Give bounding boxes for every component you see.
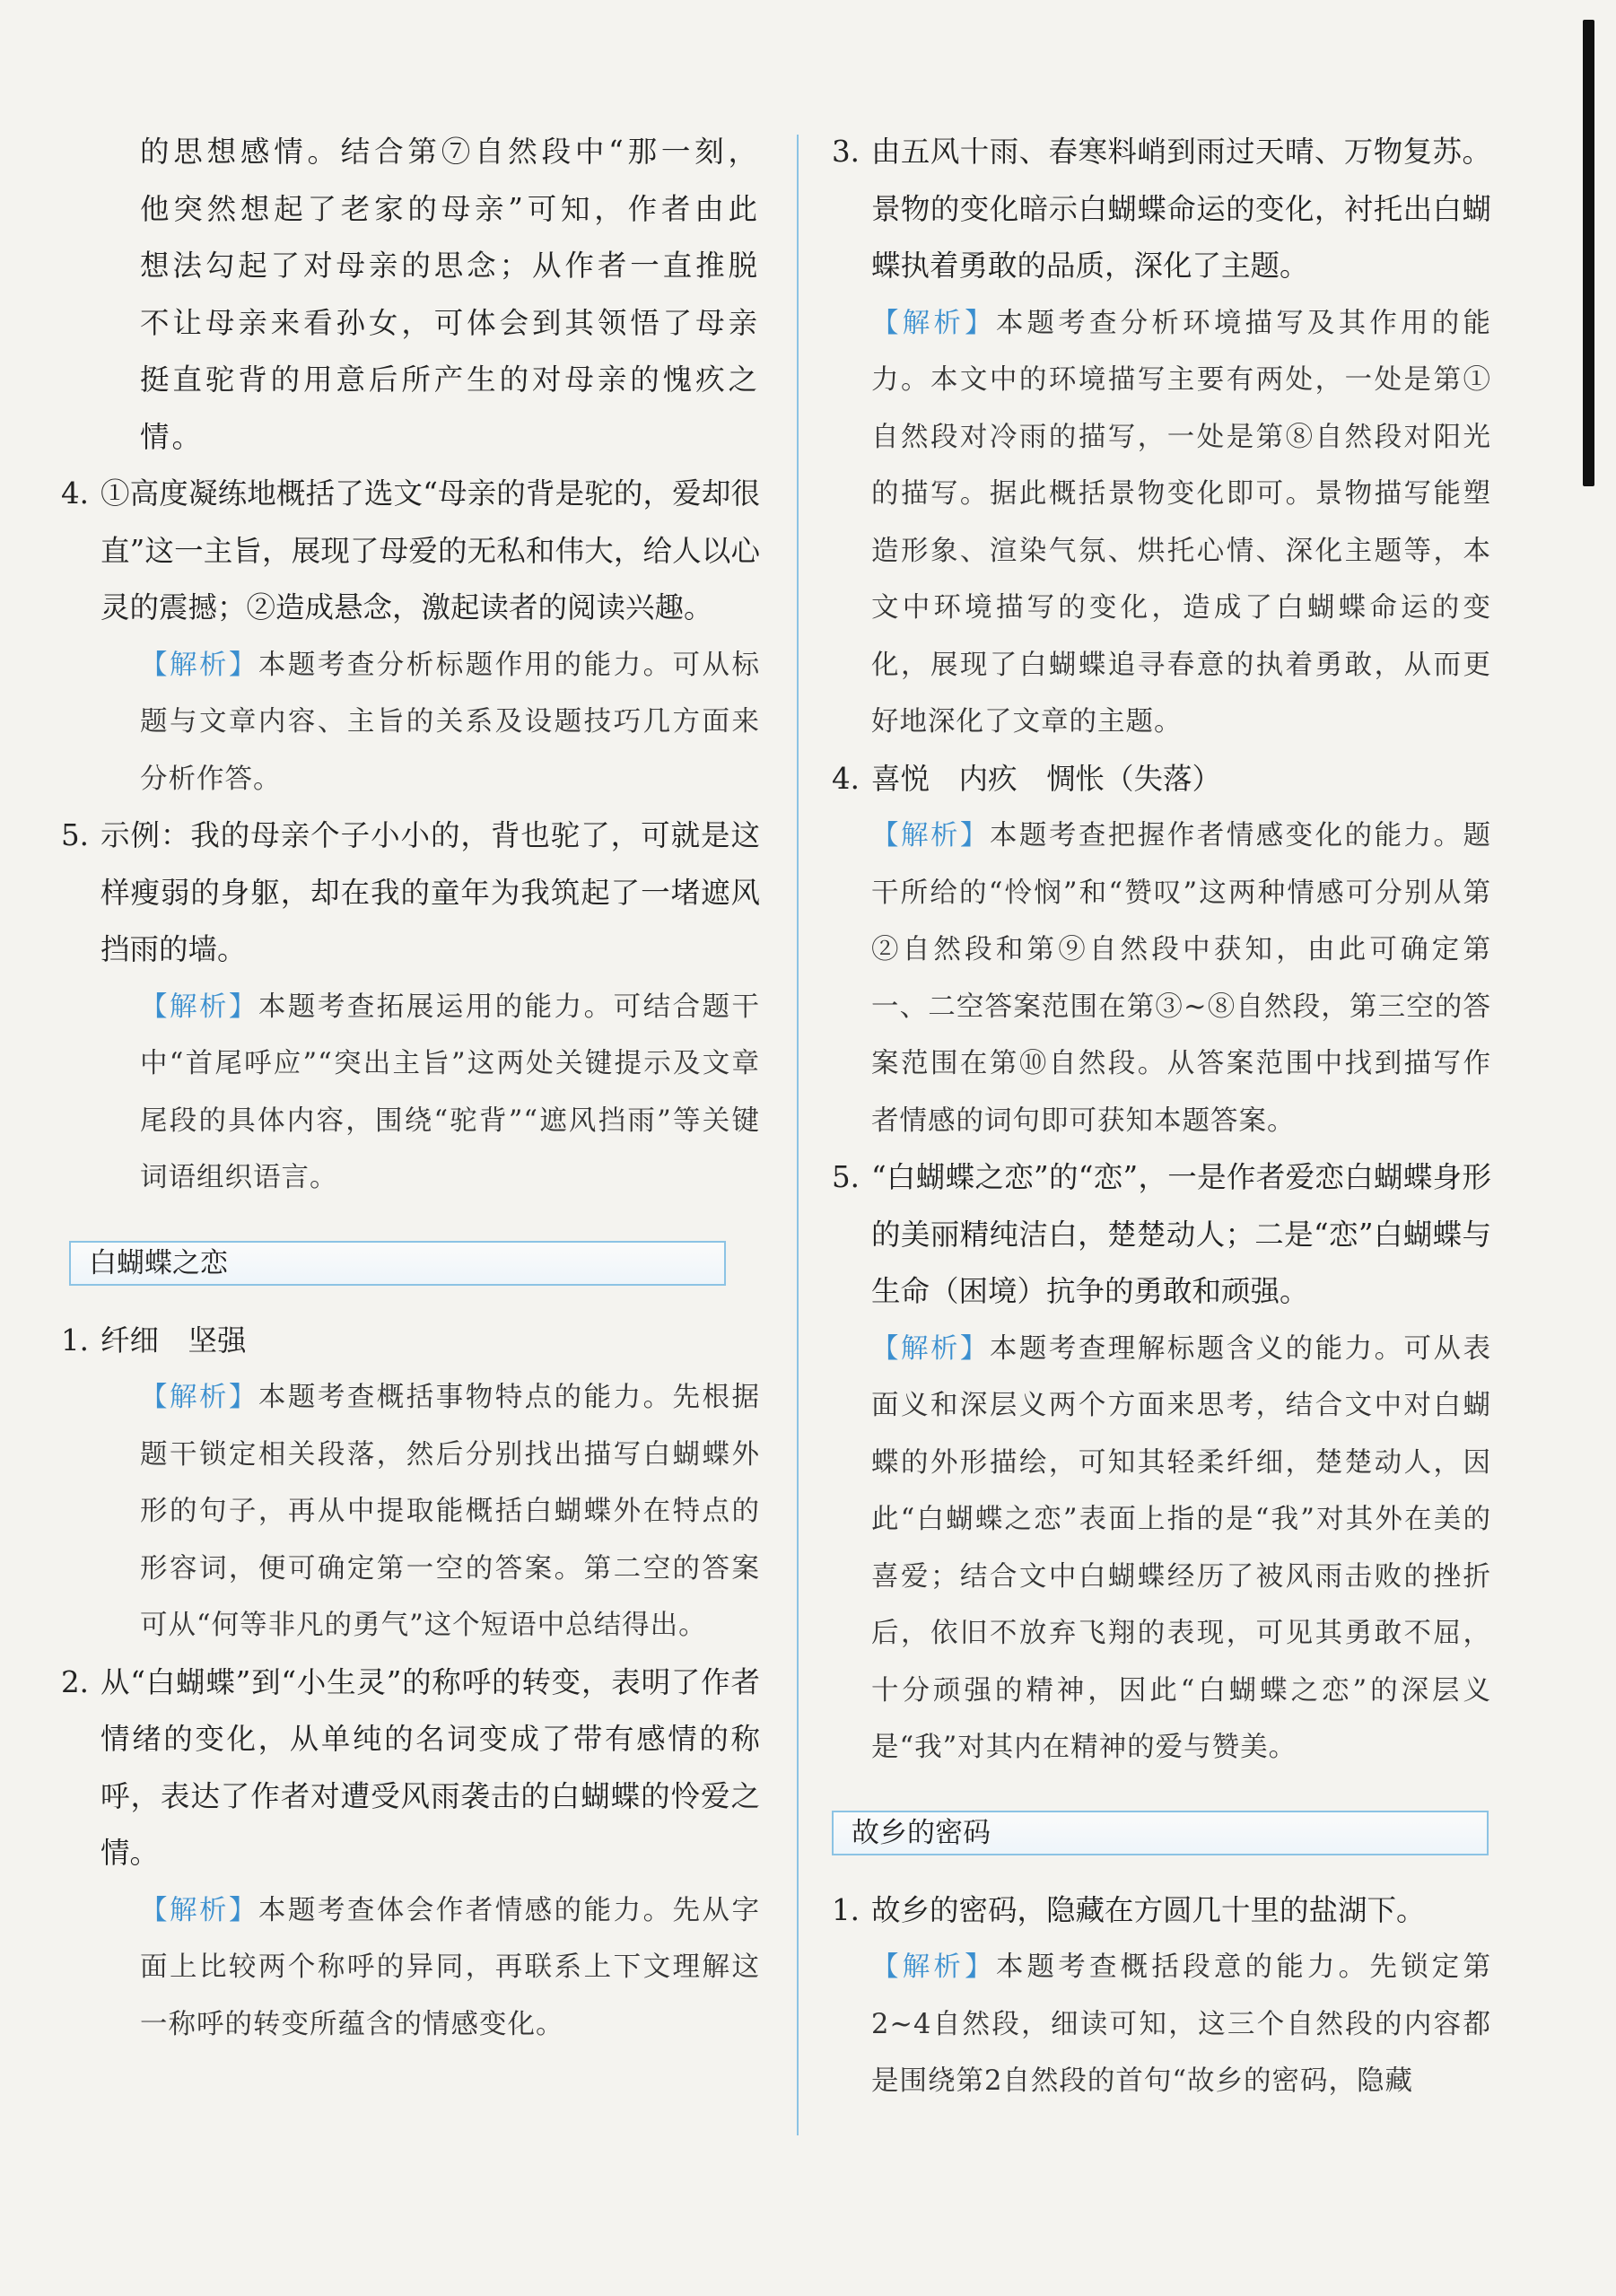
item-number: 3. — [832, 135, 860, 169]
item-number: 1. — [61, 1323, 90, 1358]
right-column — [832, 124, 1491, 2110]
analysis-tag: 【解析】 — [871, 1332, 990, 1365]
analysis-text: 本题考查分析环境描写及其作用的能力。本文中的环境描写主要有两处，一处是第①自然段对冷雨的描写，一处是第⑧自然段对阳光的描写。据此概括景物变化即可。景物描写能塑造形象、渲染气氛、烘托心情、深化主题等，本文中环境描写的变化，造成了白蝴蝶命运的变化，展现了白蝴蝶追寻春意的执着勇敢，从而更好地深化了文章的主题。 — [871, 307, 1492, 738]
answer-item-5 — [61, 808, 760, 979]
answer-text: 示例：我的母亲个子小小的，背也驼了，可就是这样瘦弱的身躯，却在我的童年为我筑起了一堵遮风挡雨的墙。 — [100, 818, 760, 966]
item-number: 1. — [832, 1892, 860, 1927]
analysis-note — [832, 295, 1491, 751]
analysis-note — [832, 1939, 1491, 2110]
section-title: 故乡的密码 — [832, 1811, 1489, 1855]
analysis-note — [100, 1369, 760, 1654]
answer-item-1 — [61, 1313, 760, 1370]
answer-text: 喜悦 内疚 惆怅（失落） — [871, 761, 1222, 796]
intro-paragraph: 的思想感情。结合第⑦自然段中“那一刻，他突然想起了老家的母亲”可知，作者由此想法勾起了对母亲的思念；从作者一直推脱不让母亲来看孙女，可体会到其领悟了母亲挺直驼背的用意后所产生的对母亲的愧疚之情。 — [140, 135, 760, 454]
answer-item-4 — [61, 466, 760, 637]
answer-item-2 — [61, 1654, 760, 1882]
answer-text: 纤细 坚强 — [100, 1323, 247, 1358]
analysis-tag: 【解析】 — [871, 820, 990, 851]
analysis-tag: 【解析】 — [140, 991, 258, 1023]
answer-text: 从“白蝴蝶”到“小生灵”的称呼的转变，表明了作者情绪的变化，从单纯的名词变成了带有感情的称呼，表达了作者对遭受风雨袭击的白蝴蝶的怜爱之情。 — [100, 1664, 760, 1870]
answer-item-1 — [832, 1882, 1491, 1940]
answer-text: ①高度凝练地概括了选文“母亲的背是驼的，爱却很直”这一主旨，展现了母爱的无私和伟大，给人以心灵的震撼；②造成悬念，激起读者的阅读兴趣。 — [100, 476, 760, 624]
left-column — [61, 124, 761, 2053]
analysis-text: 本题考查分析标题作用的能力。可从标题与文章内容、主旨的关系及设题技巧几方面来分析作答。 — [140, 649, 761, 795]
answer-text: 故乡的密码，隐藏在方圆几十里的盐湖下。 — [871, 1892, 1426, 1927]
item-number: 4. — [832, 761, 860, 796]
item-number: 5. — [61, 818, 90, 852]
answer-item-3 — [832, 124, 1491, 295]
analysis-tag: 【解析】 — [871, 1951, 996, 1983]
item-number: 5. — [832, 1160, 860, 1194]
analysis-note — [832, 808, 1491, 1149]
analysis-text: 本题考查拓展运用的能力。可结合题干中“首尾呼应”“突出主旨”这两处关键提示及文章尾段的具体内容，围绕“驼背”“遮风挡雨”等关键词语组织语言。 — [140, 991, 761, 1193]
analysis-note — [100, 1882, 760, 2054]
answer-text: “白蝴蝶之恋”的“恋”，一是作者爱恋白蝴蝶身形的美丽精纯洁白，楚楚动人；二是“恋”白蝴蝶与生命（困境）抗争的勇敢和顽强。 — [871, 1160, 1491, 1308]
column-divider — [797, 135, 799, 2135]
item-number: 4. — [61, 476, 90, 511]
page-edge-mark — [1583, 20, 1594, 486]
analysis-text: 本题考查概括事物特点的能力。先根据题干锁定相关段落，然后分别找出描写白蝴蝶外形的句子，再从中提取能概括白蝴蝶外在特点的形容词，便可确定第一空的答案。第二空的答案可从“何等非凡的勇气”这个短语中总结得出。 — [140, 1382, 761, 1641]
analysis-text: 本题考查概括段意的能力。先锁定第2~4自然段，细读可知，这三个自然段的内容都是围绕第2自然段的首句“故乡的密码，隐藏 — [871, 1951, 1492, 2097]
analysis-tag: 【解析】 — [140, 1894, 258, 1926]
analysis-tag: 【解析】 — [140, 1382, 258, 1413]
answer-item-4 — [832, 751, 1491, 808]
analysis-note — [100, 637, 760, 808]
analysis-tag: 【解析】 — [140, 649, 258, 681]
item-number: 2. — [61, 1664, 90, 1699]
section-title: 白蝴蝶之恋 — [69, 1241, 726, 1286]
analysis-text: 本题考查体会作者情感的能力。先从字面上比较两个称呼的异同，再联系上下文理解这一称呼的转变所蕴含的情感变化。 — [140, 1894, 761, 2040]
analysis-note — [832, 1321, 1491, 1777]
answer-item-5 — [832, 1149, 1491, 1321]
analysis-tag: 【解析】 — [871, 307, 996, 339]
analysis-text: 本题考查把握作者情感变化的能力。题干所给的“怜悯”和“赞叹”这两种情感可分别从第②自然段和第⑨自然段中获知，由此可确定第一、二空答案范围在第③~⑧自然段，第三空的答案范围在第⑩自然段。从答案范围中找到描写作者情感的词句即可获知本题答案。 — [871, 820, 1492, 1137]
analysis-text: 本题考查理解标题含义的能力。可从表面义和深层义两个方面来思考，结合文中对白蝴蝶的外形描绘，可知其轻柔纤细，楚楚动人，因此“白蝴蝶之恋”表面上指的是“我”对其外在美的喜爱；结合文中白蝴蝶经历了被风雨击败的挫折后，依旧不放弃飞翔的表现，可见其勇敢不屈，十分顽强的精神，因此“白蝴蝶之恋”的深层义是“我”对其内在精神的爱与赞美。 — [871, 1332, 1492, 1763]
answer-text: 由五风十雨、春寒料峭到雨过天晴、万物复苏。景物的变化暗示白蝴蝶命运的变化，衬托出白蝴蝶执着勇敢的品质，深化了主题。 — [871, 135, 1491, 283]
analysis-note — [100, 979, 760, 1207]
